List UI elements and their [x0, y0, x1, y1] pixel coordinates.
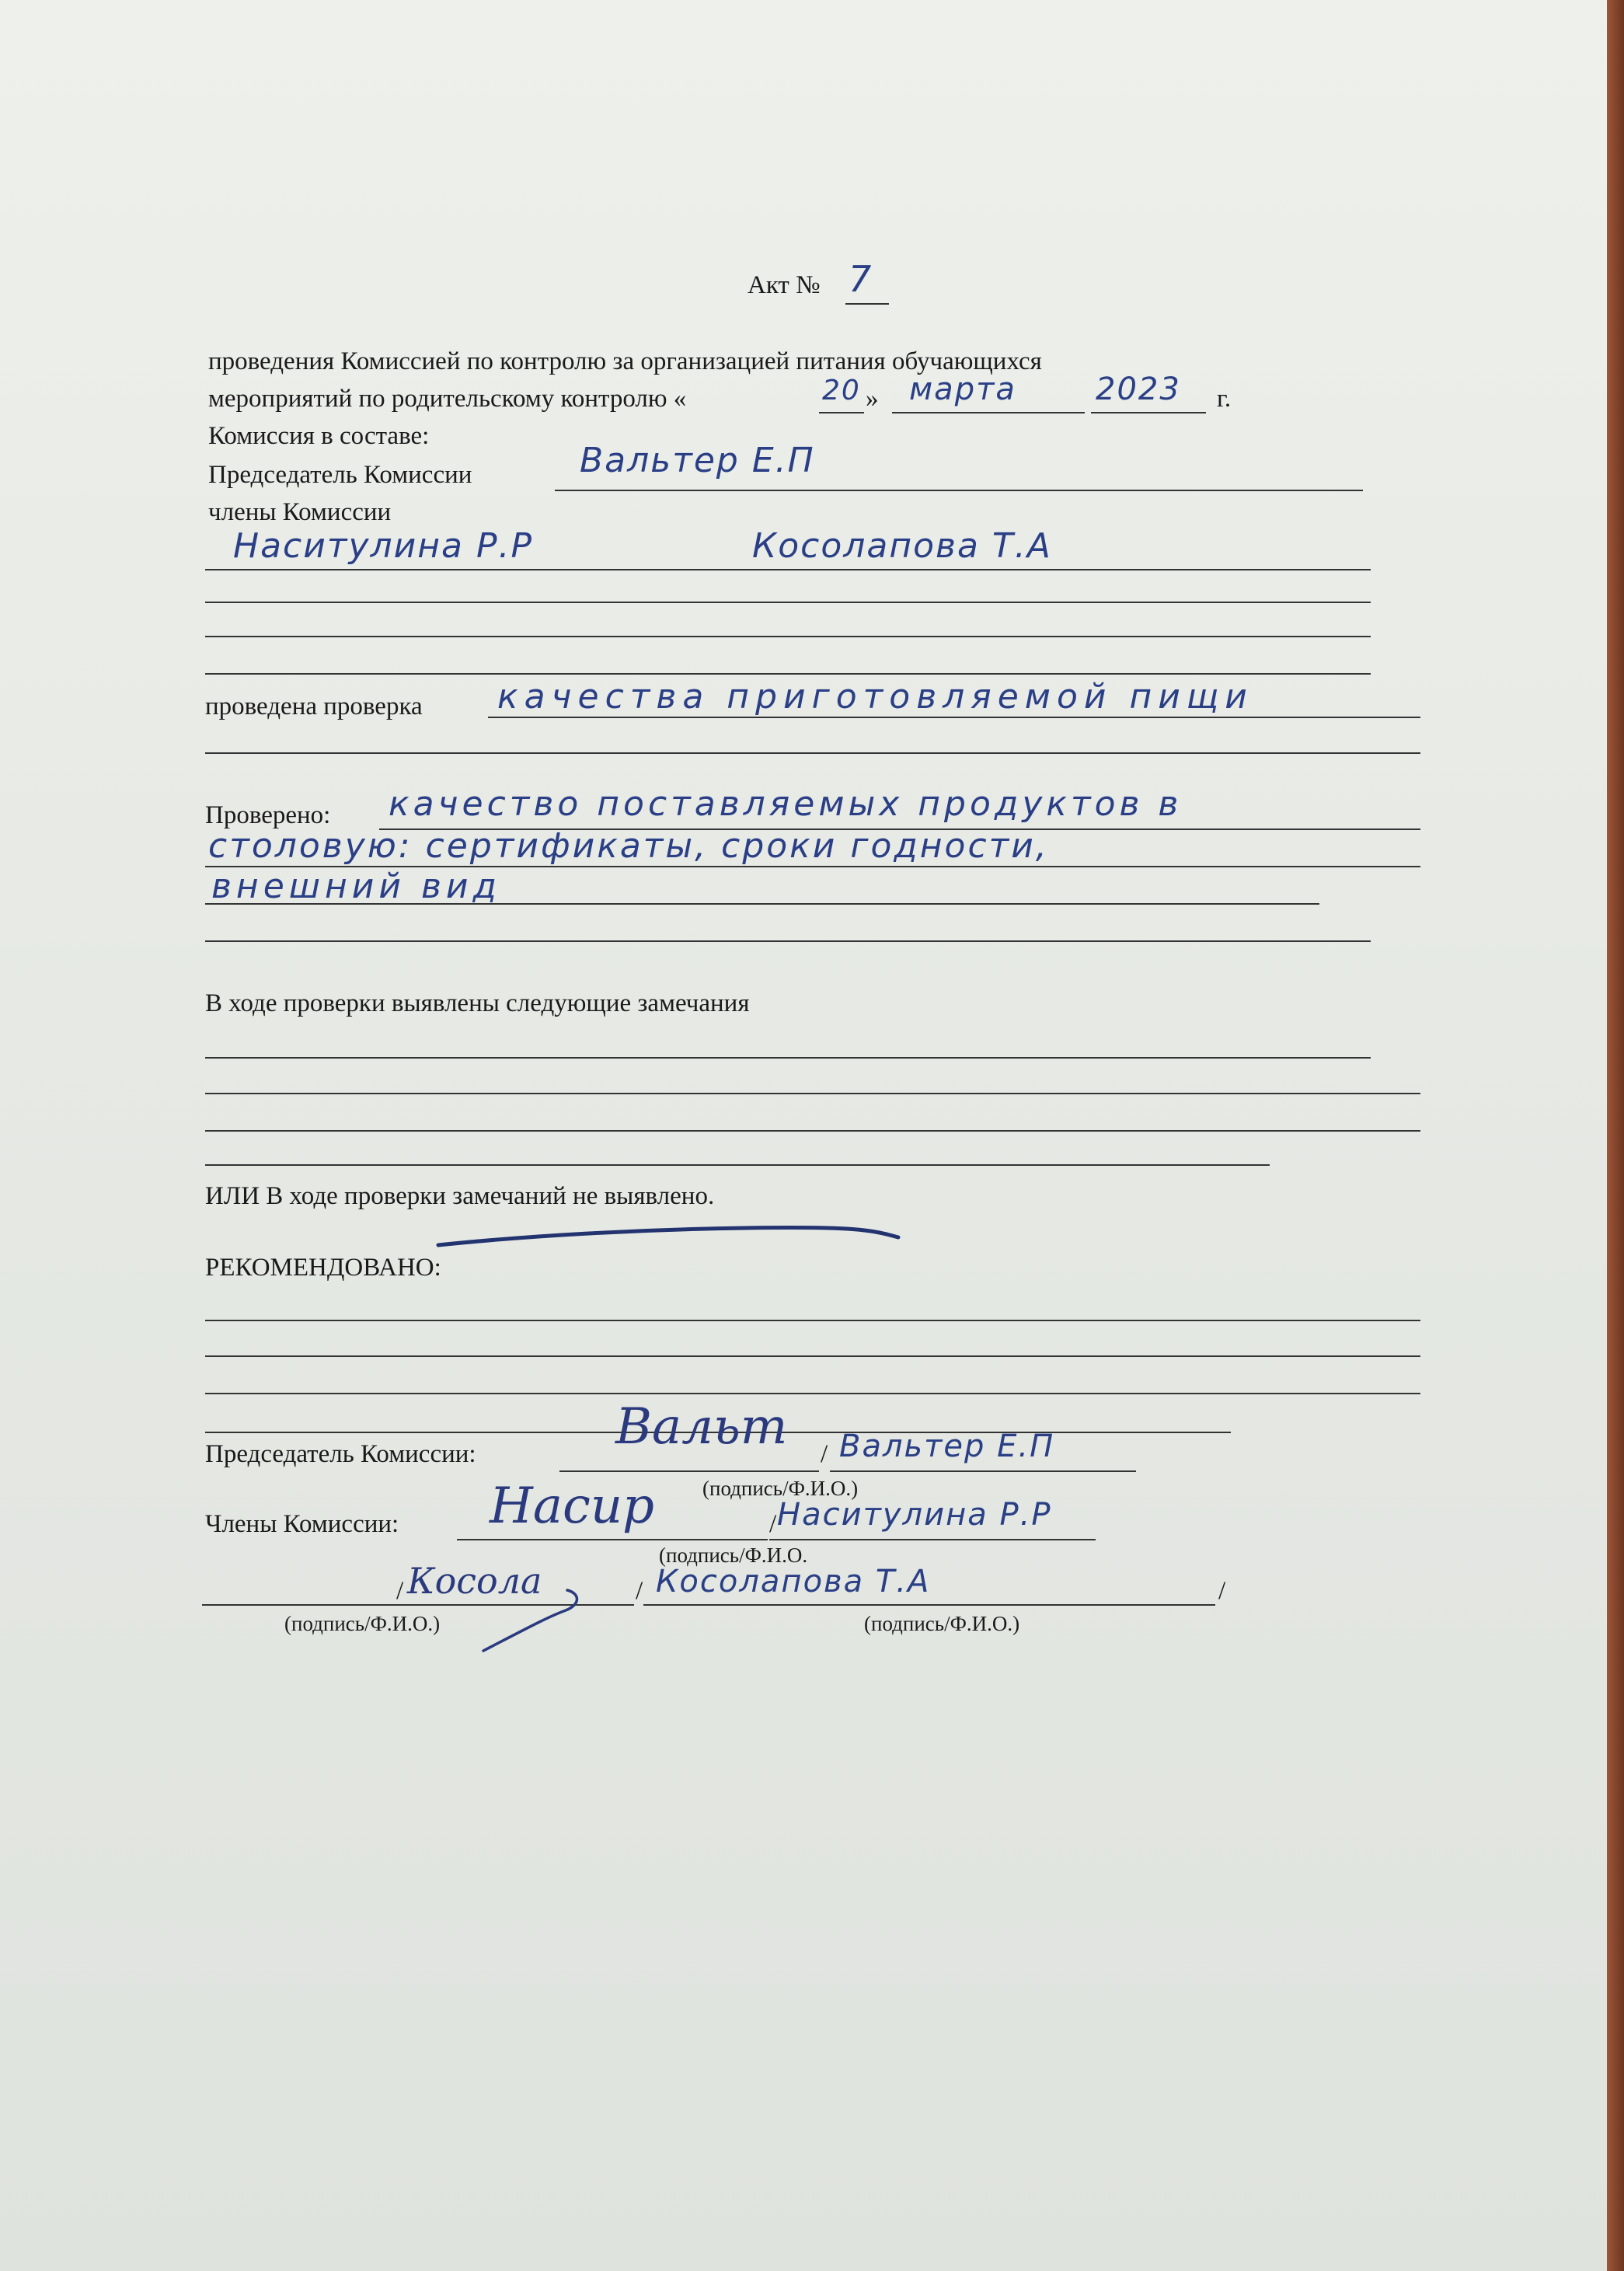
remarks-line-3: [205, 1130, 1420, 1132]
recommended-line-3: [205, 1393, 1420, 1394]
sign-chairman-sig-line: [559, 1470, 819, 1472]
sign-member2-name-line: [643, 1604, 1215, 1606]
date-quote-close: »: [866, 385, 879, 413]
sign-member2-slash-3: /: [1218, 1577, 1226, 1605]
date-day: 20: [822, 375, 861, 406]
underline-stroke: [435, 1220, 901, 1251]
check-line-1: [488, 717, 1420, 718]
date-month: марта: [909, 372, 1016, 407]
date-year-line: [1091, 412, 1206, 413]
members-line-2: [205, 602, 1371, 603]
sign-member1-name-line: [769, 1539, 1096, 1540]
sign-member2-caption-1: (подпись/Ф.И.О.): [284, 1612, 441, 1635]
header-line-1: проведения Комиссией по контролю за организацией питания обучающихся: [208, 347, 1042, 375]
recommended-label: РЕКОМЕНДОВАНО:: [205, 1254, 441, 1282]
recommended-line-2: [205, 1355, 1420, 1357]
sign-member1-slash: /: [769, 1510, 777, 1538]
sign-member2-slash-2: /: [636, 1577, 643, 1605]
member-1-name: Наситулина Р.Р: [233, 526, 533, 566]
remarks-line-1: [205, 1057, 1371, 1059]
sign-member1-signature: Насир: [490, 1477, 654, 1535]
sign-member1-sig-line: [457, 1539, 768, 1540]
chairman-name: Вальтер Е.П: [580, 441, 815, 480]
sign-members-label: Члены Комиссии:: [205, 1510, 399, 1538]
members-label: члены Комиссии: [208, 498, 392, 526]
act-number: 7: [849, 258, 873, 300]
year-suffix: г.: [1217, 385, 1232, 413]
chairman-line: [555, 490, 1363, 491]
header-line-2: мероприятий по родительскому контролю «: [208, 385, 687, 413]
act-number-line: [845, 303, 889, 305]
sign-chairman-slash: /: [821, 1440, 828, 1468]
sign-member2-name: Косолапова Т.А: [656, 1564, 931, 1599]
recommended-line-1: [205, 1320, 1420, 1321]
sign-member1-caption: (подпись/Ф.И.О.: [659, 1544, 808, 1567]
sign-chairman-name: Вальтер Е.П: [839, 1429, 1055, 1464]
verified-line-3: внешний вид: [211, 867, 501, 906]
sign-member2-flourish: [474, 1586, 583, 1655]
date-month-line: [892, 412, 1085, 413]
verified-line-2: столовую: сертификаты, сроки годности,: [208, 826, 1049, 866]
act-title: Акт №: [748, 271, 821, 299]
check-value: качества приготовляемой пищи: [497, 677, 1253, 717]
sign-member1-name: Наситулина Р.Р: [777, 1497, 1052, 1533]
member-2-name: Косолапова Т.А: [752, 526, 1052, 566]
remarks-line-4: [205, 1164, 1270, 1166]
composition-label: Комиссия в составе:: [208, 422, 430, 450]
members-line-4: [205, 673, 1371, 675]
members-line-1: [205, 569, 1371, 570]
date-day-line: [819, 412, 864, 413]
verified-line-4-rule: [205, 940, 1371, 942]
remarks-line-2: [205, 1093, 1420, 1094]
sign-member2-caption-2: (подпись/Ф.И.О.): [864, 1612, 1020, 1635]
sign-member2-signature: Косола: [407, 1560, 542, 1602]
sign-chairman-caption: (подпись/Ф.И.О.): [702, 1477, 859, 1500]
remarks-label: В ходе проверки выявлены следующие замечания: [205, 989, 750, 1017]
verified-line-1: качество поставляемых продуктов в: [389, 784, 1183, 824]
verified-line-3-rule: [205, 903, 1319, 905]
verified-label: Проверено:: [205, 801, 331, 829]
chairman-label: Председатель Комиссии: [208, 461, 472, 489]
members-line-3: [205, 636, 1371, 637]
sign-chairman-label: Председатель Комиссии:: [205, 1440, 476, 1468]
sign-chairman-signature: Вальт: [615, 1398, 788, 1456]
date-year: 2023: [1096, 372, 1181, 407]
sign-chairman-name-line: [830, 1470, 1136, 1472]
table-edge: [1607, 0, 1624, 2271]
sign-member2-slash-1: /: [396, 1577, 404, 1605]
check-line-2: [205, 752, 1420, 754]
no-remarks-label: ИЛИ В ходе проверки замечаний не выявлено.: [205, 1182, 715, 1210]
check-label: проведена проверка: [205, 692, 423, 720]
